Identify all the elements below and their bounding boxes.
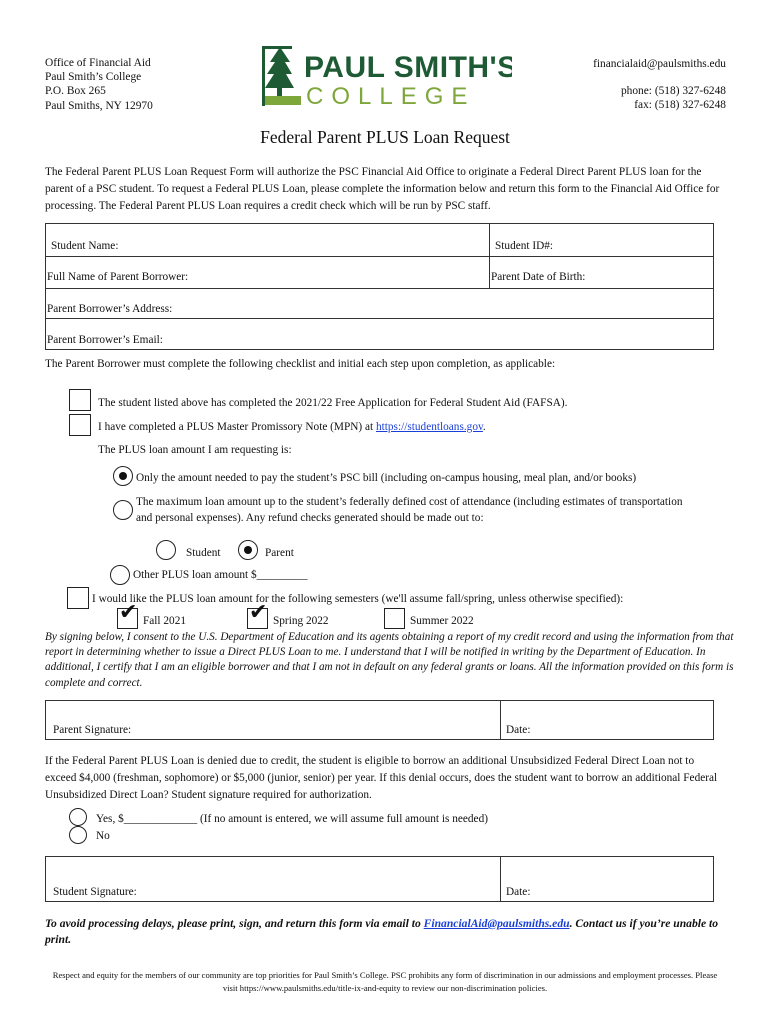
parent-name-field[interactable]: Full Name of Parent Borrower:	[47, 271, 189, 283]
option-other-radio[interactable]	[110, 565, 130, 585]
office-line: Paul Smiths, NY 12970	[45, 99, 153, 112]
fall-checkbox[interactable]	[117, 600, 138, 629]
refund-parent-label: Parent	[265, 547, 294, 559]
contact-fax: fax: (518) 327-6248	[634, 99, 726, 112]
svg-text:PAUL SMITH'S: PAUL SMITH'S	[304, 51, 512, 84]
student-date-field[interactable]: Date:	[506, 886, 531, 898]
spring-label: Spring 2022	[273, 615, 329, 627]
refund-student-radio[interactable]	[156, 540, 176, 560]
denial-yes-label: Yes, $_____________ (If no amount is entered, we will assume full amount is needed)	[96, 813, 488, 825]
mpn-item: I have completed a PLUS Master Promissory Note (MPN) at https://studentloans.gov.	[98, 421, 486, 433]
page-title: Federal Parent PLUS Loan Request	[260, 127, 510, 147]
consent-statement: By signing below, I consent to the U.S. Department of Education and its agents obtaining a report of my credit record and using the information from that report in determining whether to issue a Direct PLUS Loan to me. I understand that I will be notified in writing by the Department of Education. In additional, I certify that I am an eligible borrower and that I am not in default on any federal grants or loans. All the information provided on this form is complete and correct.	[45, 631, 734, 689]
contact-email: financialaid@paulsmiths.edu	[593, 58, 726, 70]
borrower-info-table	[45, 223, 714, 350]
svg-text:COLLEGE: COLLEGE	[306, 83, 476, 108]
checkmark-icon: ✔	[249, 600, 268, 625]
option-other-label: Other PLUS loan amount $_________	[133, 569, 308, 581]
office-address	[45, 56, 153, 113]
fafsa-item: The student listed above has completed the 2021/22 Free Application for Federal Student Aid (FAFSA).	[98, 397, 568, 409]
option-bill-label: Only the amount needed to pay the student’s PSC bill (including on-campus housing, meal plan, and/or books)	[136, 472, 637, 484]
refund-parent-radio[interactable]	[238, 540, 258, 560]
contact-info	[593, 57, 726, 113]
parent-signature-field[interactable]: Parent Signature:	[53, 724, 132, 736]
studentloans-link[interactable]: https://studentloans.gov	[375, 421, 483, 433]
parent-address-field[interactable]: Parent Borrower’s Address:	[47, 303, 173, 315]
semesters-intro: I would like the PLUS loan amount for the following semesters (we'll assume fall/spring, unless otherwise specified):	[92, 593, 624, 605]
student-signature-field[interactable]: Student Signature:	[53, 886, 137, 898]
student-signature-box	[45, 856, 714, 902]
denial-paragraph: If the Federal Parent PLUS Loan is denied due to credit, the student is eligible to borrow an additional Unsubsidized Federal Direct Loan not to exceed $4,000 (freshman, sophomore) or $5,000 (junior, senior) per year. If this denial occurs, does the student want to borrow an additional Federal Unsubsidized Direct Loan? Student signature required for authorization.	[45, 755, 718, 801]
parent-signature-box	[45, 700, 714, 740]
mpn-initial-box[interactable]	[69, 414, 91, 436]
office-line: Office of Financial Aid	[45, 57, 151, 69]
college-logo	[262, 44, 512, 108]
option-max-label: The maximum loan amount up to the student’s federally defined cost of attendance (including estimates of transportation and personal expenses). Any refund checks generated should be made out to:	[136, 496, 683, 524]
parent-date-field[interactable]: Date:	[506, 724, 531, 736]
parent-dob-field[interactable]: Parent Date of Birth:	[491, 271, 586, 283]
return-instructions: To avoid processing delays, please print, sign, and return this form via email to FinancialAid@paulsmiths.edu. Contact us if you’re unable to print.	[45, 917, 719, 946]
semesters-initial-box[interactable]	[67, 587, 89, 609]
non-discrimination-footer: Respect and equity for the members of our community are top priorities for Paul Smith’s College. PSC prohibits any form of discrimination in our admissions and employment processes. Please visit https://www.paulsmiths.edu/title-ix-and-equity to review our non-discrimination policies.	[52, 970, 718, 993]
amount-intro: The PLUS loan amount I am requesting is:	[98, 444, 292, 456]
refund-student-label: Student	[186, 547, 221, 559]
summer-label: Summer 2022	[410, 615, 474, 627]
summer-checkbox[interactable]	[384, 608, 405, 629]
office-line: P.O. Box 265	[45, 85, 106, 98]
tree-icon	[262, 44, 512, 108]
fall-label: Fall 2021	[143, 615, 186, 627]
office-line: Paul Smith’s College	[45, 71, 142, 84]
denial-no-radio[interactable]	[69, 826, 87, 844]
denial-yes-radio[interactable]	[69, 808, 87, 826]
option-max-radio[interactable]	[113, 500, 133, 520]
option-bill-radio[interactable]	[113, 466, 133, 486]
denial-no-label: No	[96, 830, 110, 842]
financial-aid-email-link[interactable]: FinancialAid@paulsmiths.edu	[423, 917, 570, 930]
checkmark-icon: ✔	[119, 600, 138, 625]
student-id-field[interactable]: Student ID#:	[495, 240, 554, 252]
contact-phone: phone: (518) 327-6248	[620, 85, 726, 98]
fafsa-initial-box[interactable]	[69, 389, 91, 411]
checklist-intro: The Parent Borrower must complete the following checklist and initial each step upon completion, as applicable:	[45, 358, 556, 370]
parent-email-field[interactable]: Parent Borrower’s Email:	[47, 334, 163, 346]
spring-checkbox[interactable]	[247, 600, 268, 629]
intro-paragraph: The Federal Parent PLUS Loan Request Form will authorize the PSC Financial Aid Office to originate a Federal Direct Parent PLUS loan for the parent of a PSC student. To request a Federal PLUS Loan, please complete the information below and return this form to the Financial Aid Office for processing. The Federal Parent PLUS Loan requires a credit check which will be run by PSC staff.	[45, 166, 720, 212]
student-name-field[interactable]: Student Name:	[51, 240, 119, 252]
